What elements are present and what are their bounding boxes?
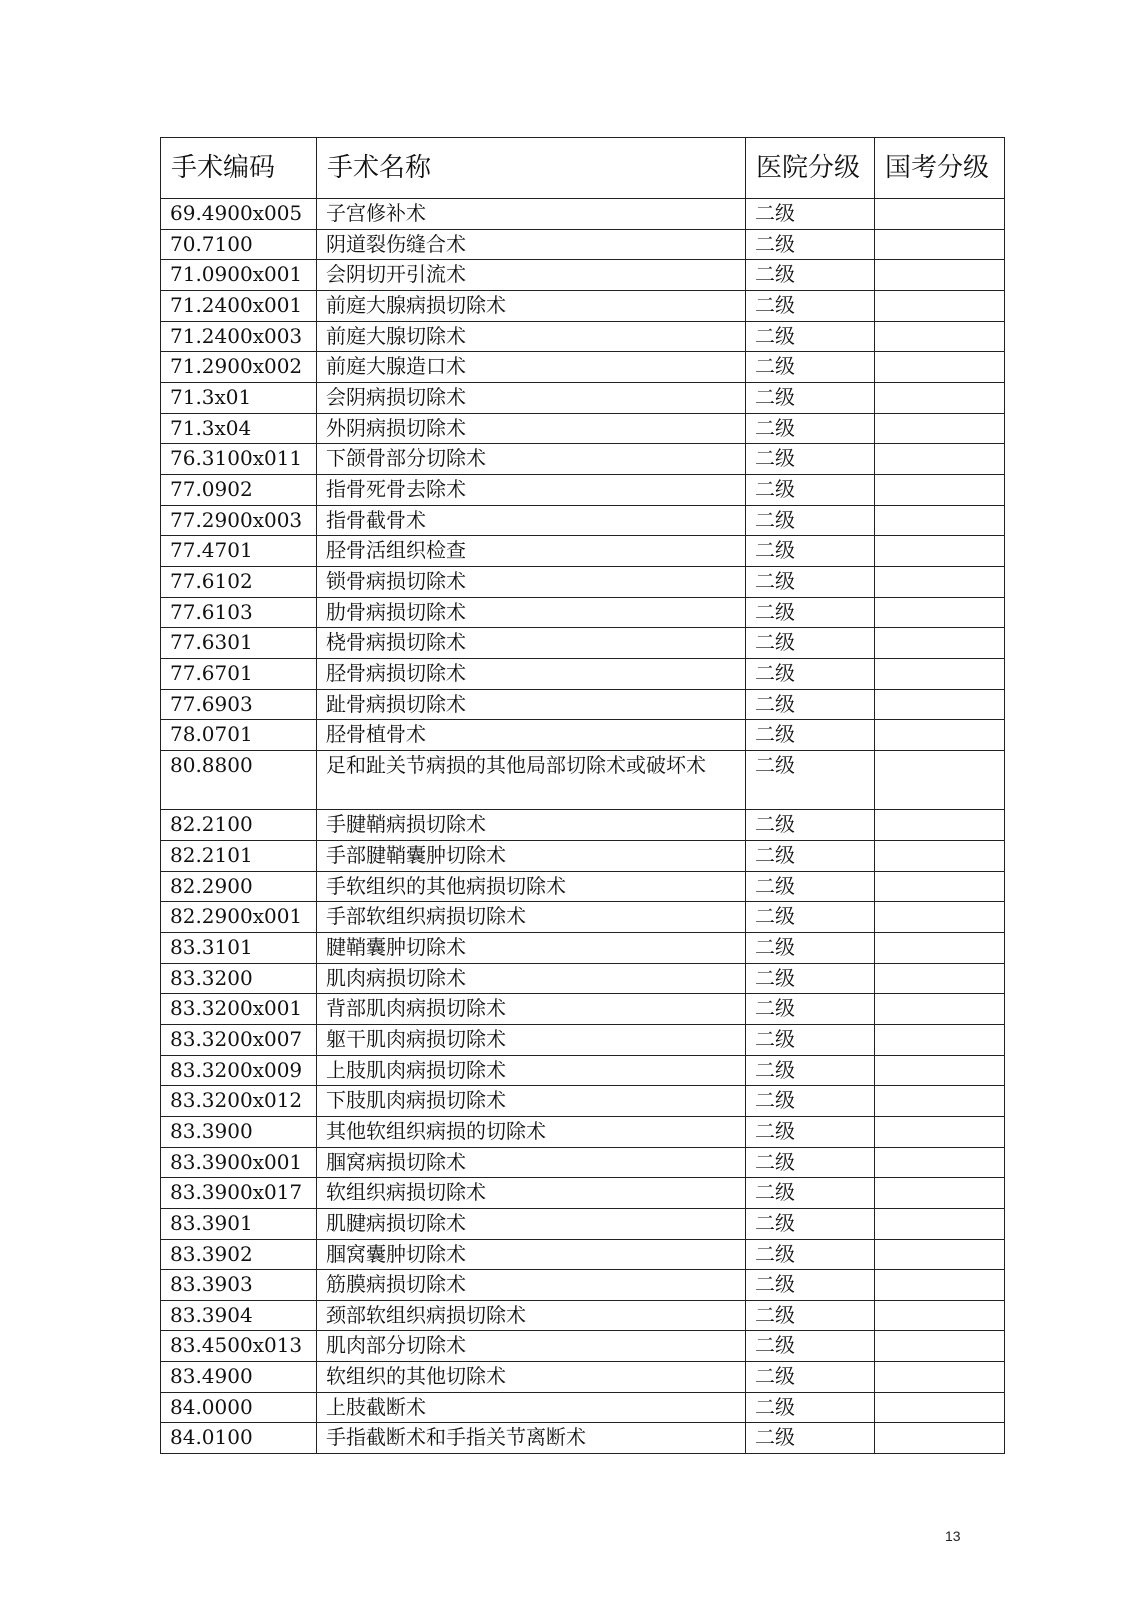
cell-surgery-code: 83.4500x013 <box>161 1331 317 1362</box>
cell-national-level <box>875 840 1005 871</box>
cell-hospital-level: 二级 <box>746 413 875 444</box>
cell-hospital-level: 二级 <box>746 628 875 659</box>
cell-surgery-name: 下颌骨部分切除术 <box>317 444 746 475</box>
cell-surgery-code: 83.3200x012 <box>161 1086 317 1117</box>
header-surgery-name: 手术名称 <box>317 138 746 199</box>
table-row <box>161 321 1005 352</box>
cell-hospital-level: 二级 <box>746 1024 875 1055</box>
cell-surgery-code: 77.4701 <box>161 536 317 567</box>
table-row <box>161 1423 1005 1454</box>
cell-surgery-code: 83.3904 <box>161 1300 317 1331</box>
cell-surgery-code: 83.3200x007 <box>161 1024 317 1055</box>
cell-hospital-level: 二级 <box>746 932 875 963</box>
cell-surgery-name: 其他软组织病损的切除术 <box>317 1116 746 1147</box>
cell-hospital-level: 二级 <box>746 1423 875 1454</box>
cell-national-level <box>875 352 1005 383</box>
table-row <box>161 1116 1005 1147</box>
cell-surgery-name: 手腱鞘病损切除术 <box>317 810 746 841</box>
cell-surgery-name: 腘窝囊肿切除术 <box>317 1239 746 1270</box>
cell-surgery-name: 前庭大腺造口术 <box>317 352 746 383</box>
cell-hospital-level: 二级 <box>746 321 875 352</box>
table-row <box>161 840 1005 871</box>
cell-national-level <box>875 321 1005 352</box>
table-row <box>161 505 1005 536</box>
cell-hospital-level: 二级 <box>746 1116 875 1147</box>
cell-surgery-code: 83.3902 <box>161 1239 317 1270</box>
table-row <box>161 260 1005 291</box>
cell-hospital-level: 二级 <box>746 720 875 751</box>
table-row <box>161 750 1005 810</box>
table-row <box>161 382 1005 413</box>
cell-surgery-code: 76.3100x011 <box>161 444 317 475</box>
table-row <box>161 658 1005 689</box>
table-row <box>161 1362 1005 1393</box>
header-national-level: 国考分级 <box>875 138 1005 199</box>
cell-national-level <box>875 1362 1005 1393</box>
table-row <box>161 413 1005 444</box>
cell-surgery-code: 71.3x04 <box>161 413 317 444</box>
cell-national-level <box>875 1024 1005 1055</box>
cell-hospital-level: 二级 <box>746 1270 875 1301</box>
cell-hospital-level: 二级 <box>746 382 875 413</box>
cell-hospital-level: 二级 <box>746 1178 875 1209</box>
cell-national-level <box>875 750 1005 810</box>
surgery-grading-table <box>160 137 1005 1454</box>
cell-hospital-level: 二级 <box>746 1300 875 1331</box>
table-body <box>161 199 1005 1454</box>
cell-national-level <box>875 597 1005 628</box>
table-row <box>161 352 1005 383</box>
cell-hospital-level: 二级 <box>746 536 875 567</box>
table-row <box>161 566 1005 597</box>
cell-hospital-level: 二级 <box>746 810 875 841</box>
table-row <box>161 1147 1005 1178</box>
cell-national-level <box>875 1392 1005 1423</box>
cell-surgery-code: 83.3200x009 <box>161 1055 317 1086</box>
cell-hospital-level: 二级 <box>746 840 875 871</box>
cell-national-level <box>875 1300 1005 1331</box>
cell-hospital-level: 二级 <box>746 994 875 1025</box>
cell-surgery-name: 手指截断术和手指关节离断术 <box>317 1423 746 1454</box>
cell-surgery-code: 84.0100 <box>161 1423 317 1454</box>
cell-surgery-name: 上肢截断术 <box>317 1392 746 1423</box>
cell-surgery-name: 颈部软组织病损切除术 <box>317 1300 746 1331</box>
cell-surgery-code: 77.6701 <box>161 658 317 689</box>
table-row <box>161 689 1005 720</box>
table-row <box>161 444 1005 475</box>
cell-national-level <box>875 505 1005 536</box>
cell-national-level <box>875 628 1005 659</box>
cell-national-level <box>875 536 1005 567</box>
cell-hospital-level: 二级 <box>746 1362 875 1393</box>
cell-surgery-code: 83.3200x001 <box>161 994 317 1025</box>
cell-surgery-name: 肋骨病损切除术 <box>317 597 746 628</box>
cell-surgery-code: 77.6102 <box>161 566 317 597</box>
cell-national-level <box>875 902 1005 933</box>
table-row <box>161 932 1005 963</box>
cell-surgery-name: 会阴切开引流术 <box>317 260 746 291</box>
cell-hospital-level: 二级 <box>746 1239 875 1270</box>
cell-national-level <box>875 290 1005 321</box>
cell-surgery-name: 前庭大腺切除术 <box>317 321 746 352</box>
cell-surgery-name: 前庭大腺病损切除术 <box>317 290 746 321</box>
table-row <box>161 628 1005 659</box>
table-row <box>161 1392 1005 1423</box>
table-row <box>161 902 1005 933</box>
cell-surgery-code: 77.6103 <box>161 597 317 628</box>
cell-surgery-name: 肌肉部分切除术 <box>317 1331 746 1362</box>
cell-surgery-name: 趾骨病损切除术 <box>317 689 746 720</box>
table-header-row <box>161 138 1005 199</box>
cell-surgery-code: 84.0000 <box>161 1392 317 1423</box>
cell-hospital-level: 二级 <box>746 199 875 230</box>
table-row <box>161 290 1005 321</box>
cell-surgery-name: 足和趾关节病损的其他局部切除术或破坏术 <box>317 750 746 810</box>
cell-national-level <box>875 871 1005 902</box>
cell-surgery-name: 软组织病损切除术 <box>317 1178 746 1209</box>
cell-hospital-level: 二级 <box>746 902 875 933</box>
table-row <box>161 1208 1005 1239</box>
cell-surgery-code: 83.4900 <box>161 1362 317 1393</box>
table-row <box>161 810 1005 841</box>
cell-national-level <box>875 720 1005 751</box>
cell-surgery-code: 83.3101 <box>161 932 317 963</box>
cell-surgery-name: 筋膜病损切除术 <box>317 1270 746 1301</box>
header-hospital-level: 医院分级 <box>746 138 875 199</box>
cell-surgery-name: 软组织的其他切除术 <box>317 1362 746 1393</box>
cell-national-level <box>875 1178 1005 1209</box>
table-row <box>161 474 1005 505</box>
cell-surgery-code: 69.4900x005 <box>161 199 317 230</box>
cell-surgery-name: 肌肉病损切除术 <box>317 963 746 994</box>
cell-surgery-name: 阴道裂伤缝合术 <box>317 229 746 260</box>
cell-surgery-name: 指骨截骨术 <box>317 505 746 536</box>
cell-hospital-level: 二级 <box>746 566 875 597</box>
cell-surgery-code: 71.2400x003 <box>161 321 317 352</box>
cell-surgery-code: 82.2900 <box>161 871 317 902</box>
cell-surgery-code: 82.2100 <box>161 810 317 841</box>
cell-surgery-code: 83.3200 <box>161 963 317 994</box>
cell-hospital-level: 二级 <box>746 505 875 536</box>
page-number: 13 <box>945 1528 961 1544</box>
table-row <box>161 1055 1005 1086</box>
cell-surgery-name: 躯干肌肉病损切除术 <box>317 1024 746 1055</box>
cell-surgery-name: 手软组织的其他病损切除术 <box>317 871 746 902</box>
cell-surgery-name: 指骨死骨去除术 <box>317 474 746 505</box>
cell-national-level <box>875 810 1005 841</box>
cell-surgery-code: 83.3903 <box>161 1270 317 1301</box>
cell-national-level <box>875 1116 1005 1147</box>
cell-hospital-level: 二级 <box>746 963 875 994</box>
cell-hospital-level: 二级 <box>746 597 875 628</box>
cell-surgery-name: 背部肌肉病损切除术 <box>317 994 746 1025</box>
cell-national-level <box>875 1423 1005 1454</box>
cell-surgery-code: 83.3900x001 <box>161 1147 317 1178</box>
cell-surgery-code: 71.0900x001 <box>161 260 317 291</box>
cell-surgery-code: 83.3900x017 <box>161 1178 317 1209</box>
cell-surgery-code: 80.8800 <box>161 750 317 810</box>
cell-surgery-code: 83.3901 <box>161 1208 317 1239</box>
cell-hospital-level: 二级 <box>746 444 875 475</box>
cell-surgery-name: 子宫修补术 <box>317 199 746 230</box>
cell-surgery-name: 胫骨病损切除术 <box>317 658 746 689</box>
cell-surgery-code: 71.2900x002 <box>161 352 317 383</box>
cell-national-level <box>875 229 1005 260</box>
table-row <box>161 199 1005 230</box>
cell-surgery-name: 手部腱鞘囊肿切除术 <box>317 840 746 871</box>
cell-surgery-code: 77.0902 <box>161 474 317 505</box>
cell-hospital-level: 二级 <box>746 1147 875 1178</box>
cell-hospital-level: 二级 <box>746 260 875 291</box>
cell-national-level <box>875 1055 1005 1086</box>
cell-national-level <box>875 1239 1005 1270</box>
cell-national-level <box>875 994 1005 1025</box>
table-row <box>161 1024 1005 1055</box>
cell-surgery-name: 上肢肌肉病损切除术 <box>317 1055 746 1086</box>
cell-national-level <box>875 566 1005 597</box>
cell-national-level <box>875 199 1005 230</box>
table-row <box>161 1178 1005 1209</box>
cell-surgery-name: 胫骨活组织检查 <box>317 536 746 567</box>
cell-hospital-level: 二级 <box>746 658 875 689</box>
cell-national-level <box>875 413 1005 444</box>
cell-national-level <box>875 1270 1005 1301</box>
cell-national-level <box>875 932 1005 963</box>
cell-hospital-level: 二级 <box>746 1392 875 1423</box>
cell-national-level <box>875 1208 1005 1239</box>
cell-surgery-code: 82.2900x001 <box>161 902 317 933</box>
cell-surgery-code: 77.6301 <box>161 628 317 659</box>
cell-hospital-level: 二级 <box>746 871 875 902</box>
cell-national-level <box>875 474 1005 505</box>
cell-surgery-code: 71.3x01 <box>161 382 317 413</box>
cell-surgery-name: 桡骨病损切除术 <box>317 628 746 659</box>
cell-surgery-code: 78.0701 <box>161 720 317 751</box>
cell-surgery-name: 腘窝病损切除术 <box>317 1147 746 1178</box>
cell-surgery-name: 下肢肌肉病损切除术 <box>317 1086 746 1117</box>
table-row <box>161 1300 1005 1331</box>
cell-national-level <box>875 260 1005 291</box>
cell-surgery-name: 胫骨植骨术 <box>317 720 746 751</box>
cell-hospital-level: 二级 <box>746 1331 875 1362</box>
cell-national-level <box>875 689 1005 720</box>
cell-surgery-code: 71.2400x001 <box>161 290 317 321</box>
cell-hospital-level: 二级 <box>746 1055 875 1086</box>
cell-surgery-name: 锁骨病损切除术 <box>317 566 746 597</box>
cell-national-level <box>875 444 1005 475</box>
cell-national-level <box>875 382 1005 413</box>
cell-hospital-level: 二级 <box>746 229 875 260</box>
cell-surgery-name: 会阴病损切除术 <box>317 382 746 413</box>
cell-surgery-name: 外阴病损切除术 <box>317 413 746 444</box>
table-row <box>161 1239 1005 1270</box>
cell-surgery-code: 83.3900 <box>161 1116 317 1147</box>
cell-hospital-level: 二级 <box>746 1086 875 1117</box>
cell-hospital-level: 二级 <box>746 689 875 720</box>
cell-surgery-code: 77.2900x003 <box>161 505 317 536</box>
table-row <box>161 994 1005 1025</box>
table-row <box>161 871 1005 902</box>
cell-surgery-name: 肌腱病损切除术 <box>317 1208 746 1239</box>
cell-hospital-level: 二级 <box>746 1208 875 1239</box>
cell-surgery-code: 70.7100 <box>161 229 317 260</box>
cell-hospital-level: 二级 <box>746 352 875 383</box>
cell-surgery-code: 82.2101 <box>161 840 317 871</box>
table-row <box>161 597 1005 628</box>
cell-national-level <box>875 1086 1005 1117</box>
cell-surgery-name: 手部软组织病损切除术 <box>317 902 746 933</box>
table-row <box>161 963 1005 994</box>
table-row <box>161 720 1005 751</box>
cell-hospital-level: 二级 <box>746 474 875 505</box>
cell-hospital-level: 二级 <box>746 750 875 810</box>
cell-hospital-level: 二级 <box>746 290 875 321</box>
table-row <box>161 229 1005 260</box>
cell-national-level <box>875 1147 1005 1178</box>
cell-national-level <box>875 658 1005 689</box>
cell-national-level <box>875 963 1005 994</box>
table-row <box>161 1270 1005 1301</box>
table-row <box>161 536 1005 567</box>
table-row <box>161 1086 1005 1117</box>
cell-surgery-code: 77.6903 <box>161 689 317 720</box>
cell-national-level <box>875 1331 1005 1362</box>
header-surgery-code: 手术编码 <box>161 138 317 199</box>
cell-surgery-name: 腱鞘囊肿切除术 <box>317 932 746 963</box>
table-row <box>161 1331 1005 1362</box>
